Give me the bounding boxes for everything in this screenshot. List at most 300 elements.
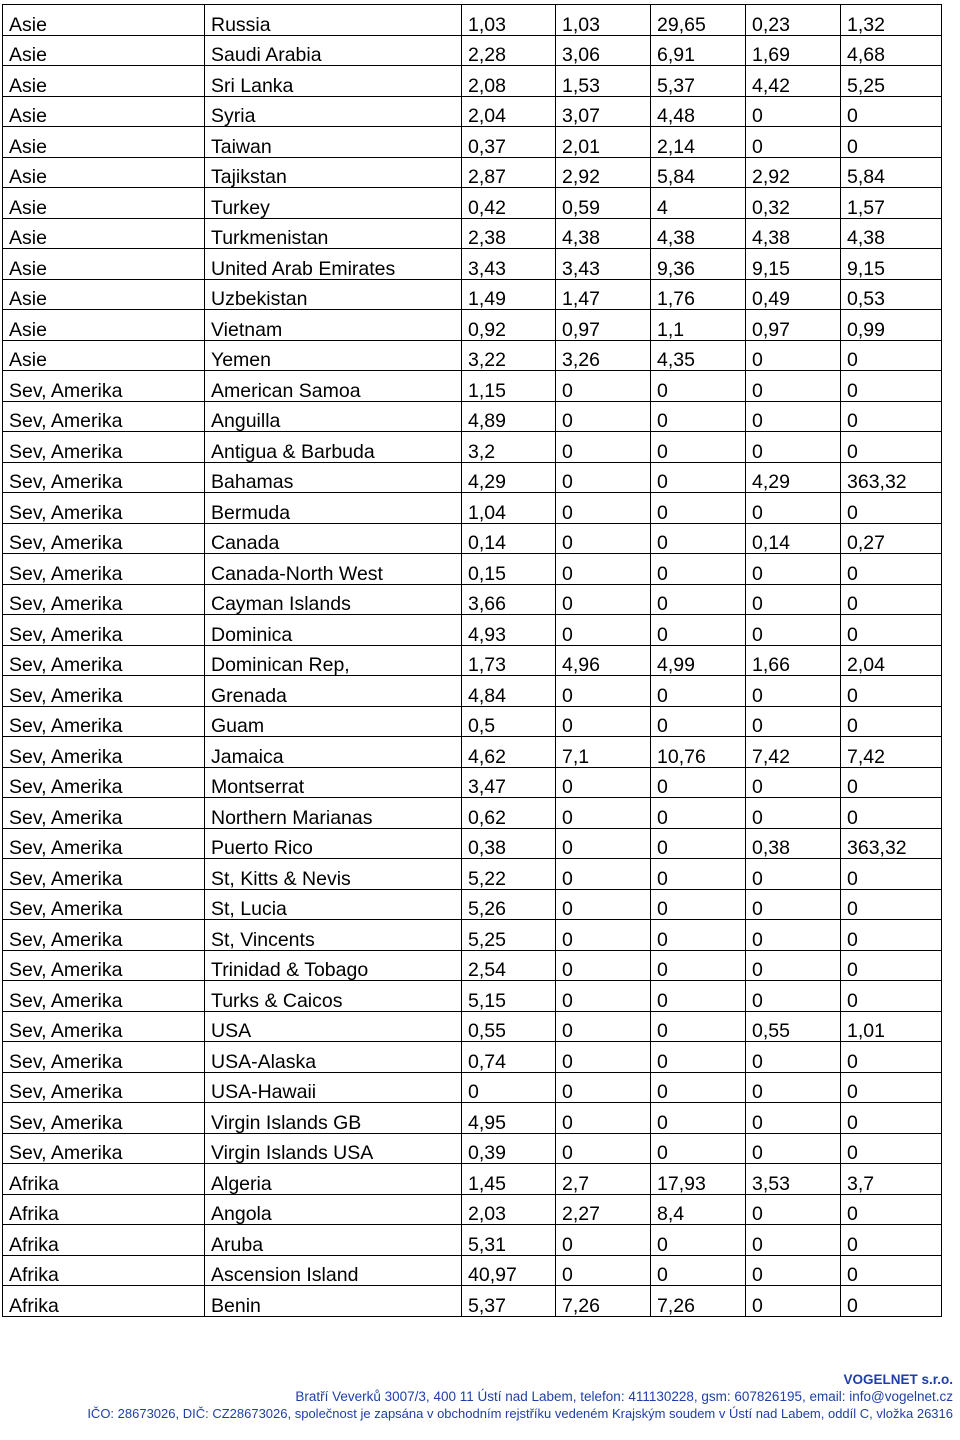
country-cell: Guam — [205, 706, 462, 737]
country-cell: Aruba — [205, 1225, 462, 1256]
rate-cell-5: 0 — [841, 706, 942, 737]
country-cell: St, Vincents — [205, 920, 462, 951]
table-row — [3, 1164, 942, 1195]
region-cell: Sev, Amerika — [3, 1042, 205, 1073]
table-row — [3, 615, 942, 646]
country-cell: USA-Alaska — [205, 1042, 462, 1073]
region-cell: Afrika — [3, 1255, 205, 1286]
country-cell: Virgin Islands GB — [205, 1103, 462, 1134]
country-cell: Uzbekistan — [205, 279, 462, 310]
region-cell: Sev, Amerika — [3, 523, 205, 554]
table-row — [3, 401, 942, 432]
table-row — [3, 1042, 942, 1073]
rate-cell-5: 0 — [841, 554, 942, 585]
rate-cell-2: 0 — [556, 1255, 651, 1286]
rate-cell-4: 0 — [746, 432, 841, 463]
rate-cell-3: 0 — [651, 371, 746, 402]
region-cell: Sev, Amerika — [3, 859, 205, 890]
rate-cell-3: 4 — [651, 188, 746, 219]
country-cell: Canada — [205, 523, 462, 554]
rate-cell-5: 0 — [841, 401, 942, 432]
rate-cell-1: 0,62 — [462, 798, 556, 829]
rate-cell-4: 4,29 — [746, 462, 841, 493]
region-cell: Asie — [3, 157, 205, 188]
country-cell: Bermuda — [205, 493, 462, 524]
rate-cell-4: 0 — [746, 96, 841, 127]
rate-cell-1: 4,62 — [462, 737, 556, 768]
region-cell: Asie — [3, 96, 205, 127]
rate-cell-5: 0 — [841, 798, 942, 829]
rate-cell-4: 0 — [746, 859, 841, 890]
rate-cell-1: 3,43 — [462, 249, 556, 280]
rate-cell-3: 0 — [651, 1072, 746, 1103]
rate-cell-4: 0 — [746, 1072, 841, 1103]
country-cell: Bahamas — [205, 462, 462, 493]
region-cell: Asie — [3, 310, 205, 341]
rate-cell-5: 0 — [841, 1133, 942, 1164]
rate-cell-5: 0 — [841, 371, 942, 402]
rate-cell-5: 363,32 — [841, 828, 942, 859]
rate-cell-1: 3,66 — [462, 584, 556, 615]
rate-cell-3: 0 — [651, 401, 746, 432]
country-cell: Vietnam — [205, 310, 462, 341]
rate-cell-3: 0 — [651, 798, 746, 829]
country-cell: Northern Marianas — [205, 798, 462, 829]
region-cell: Sev, Amerika — [3, 950, 205, 981]
rate-cell-2: 0 — [556, 584, 651, 615]
country-cell: Puerto Rico — [205, 828, 462, 859]
rate-cell-4: 0,14 — [746, 523, 841, 554]
rate-cell-2: 1,53 — [556, 66, 651, 97]
rate-cell-5: 0 — [841, 859, 942, 890]
rate-cell-2: 0 — [556, 493, 651, 524]
country-cell: Benin — [205, 1286, 462, 1317]
table-row — [3, 96, 942, 127]
region-cell: Sev, Amerika — [3, 401, 205, 432]
rate-cell-3: 1,1 — [651, 310, 746, 341]
country-cell: United Arab Emirates — [205, 249, 462, 280]
rate-cell-4: 0 — [746, 371, 841, 402]
country-cell: St, Lucia — [205, 889, 462, 920]
rate-cell-4: 0,23 — [746, 5, 841, 36]
table-row — [3, 584, 942, 615]
rate-cell-2: 0 — [556, 1042, 651, 1073]
region-cell: Sev, Amerika — [3, 615, 205, 646]
rate-cell-2: 0 — [556, 1011, 651, 1042]
rate-cell-5: 0 — [841, 1042, 942, 1073]
rate-cell-1: 0,74 — [462, 1042, 556, 1073]
rate-cell-3: 1,76 — [651, 279, 746, 310]
country-cell: Russia — [205, 5, 462, 36]
rate-cell-4: 0 — [746, 889, 841, 920]
table-row — [3, 1072, 942, 1103]
rate-cell-2: 3,43 — [556, 249, 651, 280]
footer-address: Bratří Veverků 3007/3, 400 11 Ústí nad Labem, telefon: 411130228, gsm: 607826195, email: info@vogelnet.cz — [295, 1389, 953, 1404]
rate-cell-3: 6,91 — [651, 35, 746, 66]
rate-cell-3: 29,65 — [651, 5, 746, 36]
rate-cell-2: 0 — [556, 920, 651, 951]
rate-cell-1: 2,04 — [462, 96, 556, 127]
region-cell: Sev, Amerika — [3, 432, 205, 463]
rate-cell-1: 5,37 — [462, 1286, 556, 1317]
rate-cell-2: 3,06 — [556, 35, 651, 66]
rate-cell-5: 0 — [841, 889, 942, 920]
rate-cell-4: 0 — [746, 676, 841, 707]
rate-cell-3: 0 — [651, 1011, 746, 1042]
rate-cell-3: 4,99 — [651, 645, 746, 676]
rate-cell-3: 4,38 — [651, 218, 746, 249]
rates-table-body — [3, 5, 942, 1317]
rate-cell-2: 4,38 — [556, 218, 651, 249]
rate-cell-2: 0 — [556, 554, 651, 585]
region-cell: Asie — [3, 340, 205, 371]
country-cell: Canada-North West — [205, 554, 462, 585]
rate-cell-3: 5,84 — [651, 157, 746, 188]
rate-cell-5: 1,57 — [841, 188, 942, 219]
table-row — [3, 1225, 942, 1256]
rate-cell-2: 0 — [556, 859, 651, 890]
rate-cell-2: 0 — [556, 981, 651, 1012]
rate-cell-2: 0 — [556, 706, 651, 737]
rate-cell-2: 1,03 — [556, 5, 651, 36]
rate-cell-5: 0 — [841, 920, 942, 951]
table-row — [3, 127, 942, 158]
rate-cell-1: 4,93 — [462, 615, 556, 646]
rate-cell-4: 1,69 — [746, 35, 841, 66]
rate-cell-4: 4,42 — [746, 66, 841, 97]
rate-cell-2: 0 — [556, 1103, 651, 1134]
table-row — [3, 66, 942, 97]
rate-cell-2: 0 — [556, 615, 651, 646]
region-cell: Sev, Amerika — [3, 889, 205, 920]
country-cell: Antigua & Barbuda — [205, 432, 462, 463]
rate-cell-2: 2,7 — [556, 1164, 651, 1195]
rate-cell-1: 5,15 — [462, 981, 556, 1012]
rate-cell-3: 0 — [651, 554, 746, 585]
country-cell: Turks & Caicos — [205, 981, 462, 1012]
page-footer — [0, 1371, 953, 1422]
rate-cell-1: 1,45 — [462, 1164, 556, 1195]
table-row — [3, 493, 942, 524]
rate-cell-5: 9,15 — [841, 249, 942, 280]
region-cell: Sev, Amerika — [3, 493, 205, 524]
region-cell: Asie — [3, 5, 205, 36]
rate-cell-3: 0 — [651, 1225, 746, 1256]
rate-cell-5: 0 — [841, 676, 942, 707]
table-row — [3, 188, 942, 219]
rate-cell-4: 0,55 — [746, 1011, 841, 1042]
rate-cell-1: 0,38 — [462, 828, 556, 859]
table-row — [3, 828, 942, 859]
rate-cell-2: 0 — [556, 523, 651, 554]
table-row — [3, 645, 942, 676]
rate-cell-3: 0 — [651, 493, 746, 524]
table-row — [3, 889, 942, 920]
table-row — [3, 1286, 942, 1317]
rate-cell-3: 9,36 — [651, 249, 746, 280]
rate-cell-4: 4,38 — [746, 218, 841, 249]
table-row — [3, 1194, 942, 1225]
rate-cell-5: 0 — [841, 1225, 942, 1256]
table-row — [3, 249, 942, 280]
region-cell: Sev, Amerika — [3, 767, 205, 798]
rate-cell-2: 2,92 — [556, 157, 651, 188]
rate-cell-2: 1,47 — [556, 279, 651, 310]
rate-cell-3: 4,35 — [651, 340, 746, 371]
rate-cell-3: 0 — [651, 615, 746, 646]
rate-cell-2: 0 — [556, 828, 651, 859]
country-cell: Trinidad & Tobago — [205, 950, 462, 981]
rate-cell-5: 0 — [841, 1194, 942, 1225]
rate-cell-2: 0 — [556, 1133, 651, 1164]
rate-cell-1: 3,47 — [462, 767, 556, 798]
rate-cell-5: 0 — [841, 340, 942, 371]
rate-cell-5: 2,04 — [841, 645, 942, 676]
rate-cell-4: 9,15 — [746, 249, 841, 280]
country-cell: USA — [205, 1011, 462, 1042]
table-row — [3, 218, 942, 249]
rate-cell-4: 1,66 — [746, 645, 841, 676]
table-row — [3, 371, 942, 402]
rate-cell-3: 0 — [651, 584, 746, 615]
rate-cell-2: 0 — [556, 462, 651, 493]
table-row — [3, 798, 942, 829]
rate-cell-5: 5,84 — [841, 157, 942, 188]
rate-cell-1: 4,29 — [462, 462, 556, 493]
rate-cell-2: 3,07 — [556, 96, 651, 127]
rate-cell-1: 0,15 — [462, 554, 556, 585]
table-row — [3, 981, 942, 1012]
rate-cell-2: 7,1 — [556, 737, 651, 768]
country-cell: Montserrat — [205, 767, 462, 798]
rate-cell-4: 0 — [746, 767, 841, 798]
rate-cell-5: 0 — [841, 1255, 942, 1286]
table-row — [3, 859, 942, 890]
region-cell: Asie — [3, 249, 205, 280]
rate-cell-1: 2,54 — [462, 950, 556, 981]
country-cell: Jamaica — [205, 737, 462, 768]
rate-cell-4: 3,53 — [746, 1164, 841, 1195]
rate-cell-3: 0 — [651, 1133, 746, 1164]
rate-cell-1: 5,26 — [462, 889, 556, 920]
rate-cell-5: 0,99 — [841, 310, 942, 341]
rate-cell-4: 0 — [746, 340, 841, 371]
rate-cell-1: 2,28 — [462, 35, 556, 66]
rate-cell-4: 2,92 — [746, 157, 841, 188]
country-cell: Tajikstan — [205, 157, 462, 188]
rate-cell-2: 4,96 — [556, 645, 651, 676]
rate-cell-1: 0 — [462, 1072, 556, 1103]
rate-cell-1: 2,38 — [462, 218, 556, 249]
region-cell: Sev, Amerika — [3, 828, 205, 859]
region-cell: Asie — [3, 66, 205, 97]
table-row — [3, 310, 942, 341]
country-cell: Sri Lanka — [205, 66, 462, 97]
region-cell: Sev, Amerika — [3, 1011, 205, 1042]
rate-cell-5: 1,01 — [841, 1011, 942, 1042]
rate-cell-1: 5,25 — [462, 920, 556, 951]
region-cell: Sev, Amerika — [3, 798, 205, 829]
table-row — [3, 1255, 942, 1286]
country-cell: American Samoa — [205, 371, 462, 402]
region-cell: Asie — [3, 127, 205, 158]
region-cell: Asie — [3, 188, 205, 219]
country-cell: Taiwan — [205, 127, 462, 158]
rate-cell-1: 40,97 — [462, 1255, 556, 1286]
rate-cell-4: 0 — [746, 981, 841, 1012]
country-cell: Ascension Island — [205, 1255, 462, 1286]
country-cell: Anguilla — [205, 401, 462, 432]
country-cell: Dominica — [205, 615, 462, 646]
rate-cell-4: 0 — [746, 1225, 841, 1256]
rate-cell-1: 3,2 — [462, 432, 556, 463]
rate-cell-3: 2,14 — [651, 127, 746, 158]
rate-cell-5: 0,53 — [841, 279, 942, 310]
rate-cell-1: 2,03 — [462, 1194, 556, 1225]
region-cell: Sev, Amerika — [3, 706, 205, 737]
country-cell: Turkmenistan — [205, 218, 462, 249]
rate-cell-2: 0 — [556, 1072, 651, 1103]
rate-cell-2: 0 — [556, 889, 651, 920]
country-cell: Cayman Islands — [205, 584, 462, 615]
rate-cell-4: 0 — [746, 1133, 841, 1164]
rate-cell-1: 0,39 — [462, 1133, 556, 1164]
rate-cell-1: 2,08 — [462, 66, 556, 97]
region-cell: Afrika — [3, 1194, 205, 1225]
rates-table — [2, 4, 942, 1317]
rate-cell-5: 0 — [841, 432, 942, 463]
region-cell: Afrika — [3, 1286, 205, 1317]
rate-cell-5: 0 — [841, 1103, 942, 1134]
rate-cell-4: 0 — [746, 1042, 841, 1073]
table-row — [3, 35, 942, 66]
table-row — [3, 676, 942, 707]
rate-cell-2: 3,26 — [556, 340, 651, 371]
rate-cell-5: 0 — [841, 584, 942, 615]
rate-cell-1: 0,14 — [462, 523, 556, 554]
region-cell: Sev, Amerika — [3, 554, 205, 585]
country-cell: Virgin Islands USA — [205, 1133, 462, 1164]
region-cell: Sev, Amerika — [3, 1072, 205, 1103]
rate-cell-4: 0,49 — [746, 279, 841, 310]
rate-cell-4: 0 — [746, 401, 841, 432]
rate-cell-1: 3,22 — [462, 340, 556, 371]
region-cell: Sev, Amerika — [3, 645, 205, 676]
rate-cell-4: 0 — [746, 584, 841, 615]
table-row — [3, 340, 942, 371]
rate-cell-5: 0,27 — [841, 523, 942, 554]
table-row — [3, 523, 942, 554]
table-row — [3, 5, 942, 36]
rate-cell-3: 0 — [651, 950, 746, 981]
rate-cell-4: 0,97 — [746, 310, 841, 341]
rate-cell-3: 0 — [651, 767, 746, 798]
region-cell: Sev, Amerika — [3, 737, 205, 768]
rate-cell-2: 0 — [556, 432, 651, 463]
rate-cell-2: 0,97 — [556, 310, 651, 341]
rate-cell-5: 0 — [841, 1286, 942, 1317]
rate-cell-1: 1,03 — [462, 5, 556, 36]
country-cell: St, Kitts & Nevis — [205, 859, 462, 890]
rate-cell-3: 0 — [651, 432, 746, 463]
rate-cell-5: 1,32 — [841, 5, 942, 36]
region-cell: Asie — [3, 35, 205, 66]
rate-cell-5: 0 — [841, 981, 942, 1012]
rate-cell-3: 5,37 — [651, 66, 746, 97]
rate-cell-1: 4,84 — [462, 676, 556, 707]
region-cell: Sev, Amerika — [3, 981, 205, 1012]
country-cell: Saudi Arabia — [205, 35, 462, 66]
rate-cell-3: 0 — [651, 828, 746, 859]
rate-cell-4: 0 — [746, 950, 841, 981]
rate-cell-1: 0,92 — [462, 310, 556, 341]
rate-cell-5: 7,42 — [841, 737, 942, 768]
table-row — [3, 737, 942, 768]
table-row — [3, 706, 942, 737]
rate-cell-5: 0 — [841, 1072, 942, 1103]
table-row — [3, 950, 942, 981]
rate-cell-2: 0 — [556, 798, 651, 829]
rate-cell-3: 0 — [651, 920, 746, 951]
rate-cell-4: 0 — [746, 493, 841, 524]
rate-cell-4: 7,42 — [746, 737, 841, 768]
rate-cell-2: 0 — [556, 676, 651, 707]
rate-cell-5: 5,25 — [841, 66, 942, 97]
rate-cell-1: 1,73 — [462, 645, 556, 676]
country-cell: Dominican Rep, — [205, 645, 462, 676]
rate-cell-3: 4,48 — [651, 96, 746, 127]
rate-cell-3: 7,26 — [651, 1286, 746, 1317]
table-row — [3, 157, 942, 188]
region-cell: Sev, Amerika — [3, 371, 205, 402]
rate-cell-5: 0 — [841, 950, 942, 981]
rate-cell-1: 4,95 — [462, 1103, 556, 1134]
footer-registry: IČO: 28673026, DIČ: CZ28673026, společnost je zapsána v obchodním rejstříku vedeném Krajským soudem v Ústí nad Labem, oddíl C, vložka 26316 — [87, 1406, 953, 1421]
country-cell: Algeria — [205, 1164, 462, 1195]
table-row — [3, 767, 942, 798]
rate-cell-4: 0 — [746, 706, 841, 737]
region-cell: Asie — [3, 279, 205, 310]
rate-cell-3: 0 — [651, 859, 746, 890]
rate-cell-3: 0 — [651, 889, 746, 920]
region-cell: Afrika — [3, 1225, 205, 1256]
rate-cell-5: 4,38 — [841, 218, 942, 249]
rate-cell-1: 4,89 — [462, 401, 556, 432]
country-cell: Turkey — [205, 188, 462, 219]
table-row — [3, 432, 942, 463]
rate-cell-2: 0 — [556, 767, 651, 798]
region-cell: Sev, Amerika — [3, 462, 205, 493]
rate-cell-2: 0 — [556, 1225, 651, 1256]
region-cell: Sev, Amerika — [3, 676, 205, 707]
rate-cell-3: 0 — [651, 676, 746, 707]
region-cell: Sev, Amerika — [3, 1133, 205, 1164]
rate-cell-1: 5,22 — [462, 859, 556, 890]
rate-cell-2: 2,01 — [556, 127, 651, 158]
table-row — [3, 1133, 942, 1164]
country-cell: Grenada — [205, 676, 462, 707]
rate-cell-3: 0 — [651, 981, 746, 1012]
rate-cell-3: 10,76 — [651, 737, 746, 768]
rate-cell-5: 4,68 — [841, 35, 942, 66]
rate-cell-3: 8,4 — [651, 1194, 746, 1225]
rate-cell-5: 3,7 — [841, 1164, 942, 1195]
region-cell: Sev, Amerika — [3, 584, 205, 615]
rate-cell-1: 1,49 — [462, 279, 556, 310]
region-cell: Sev, Amerika — [3, 920, 205, 951]
region-cell: Afrika — [3, 1164, 205, 1195]
rate-cell-4: 0 — [746, 554, 841, 585]
